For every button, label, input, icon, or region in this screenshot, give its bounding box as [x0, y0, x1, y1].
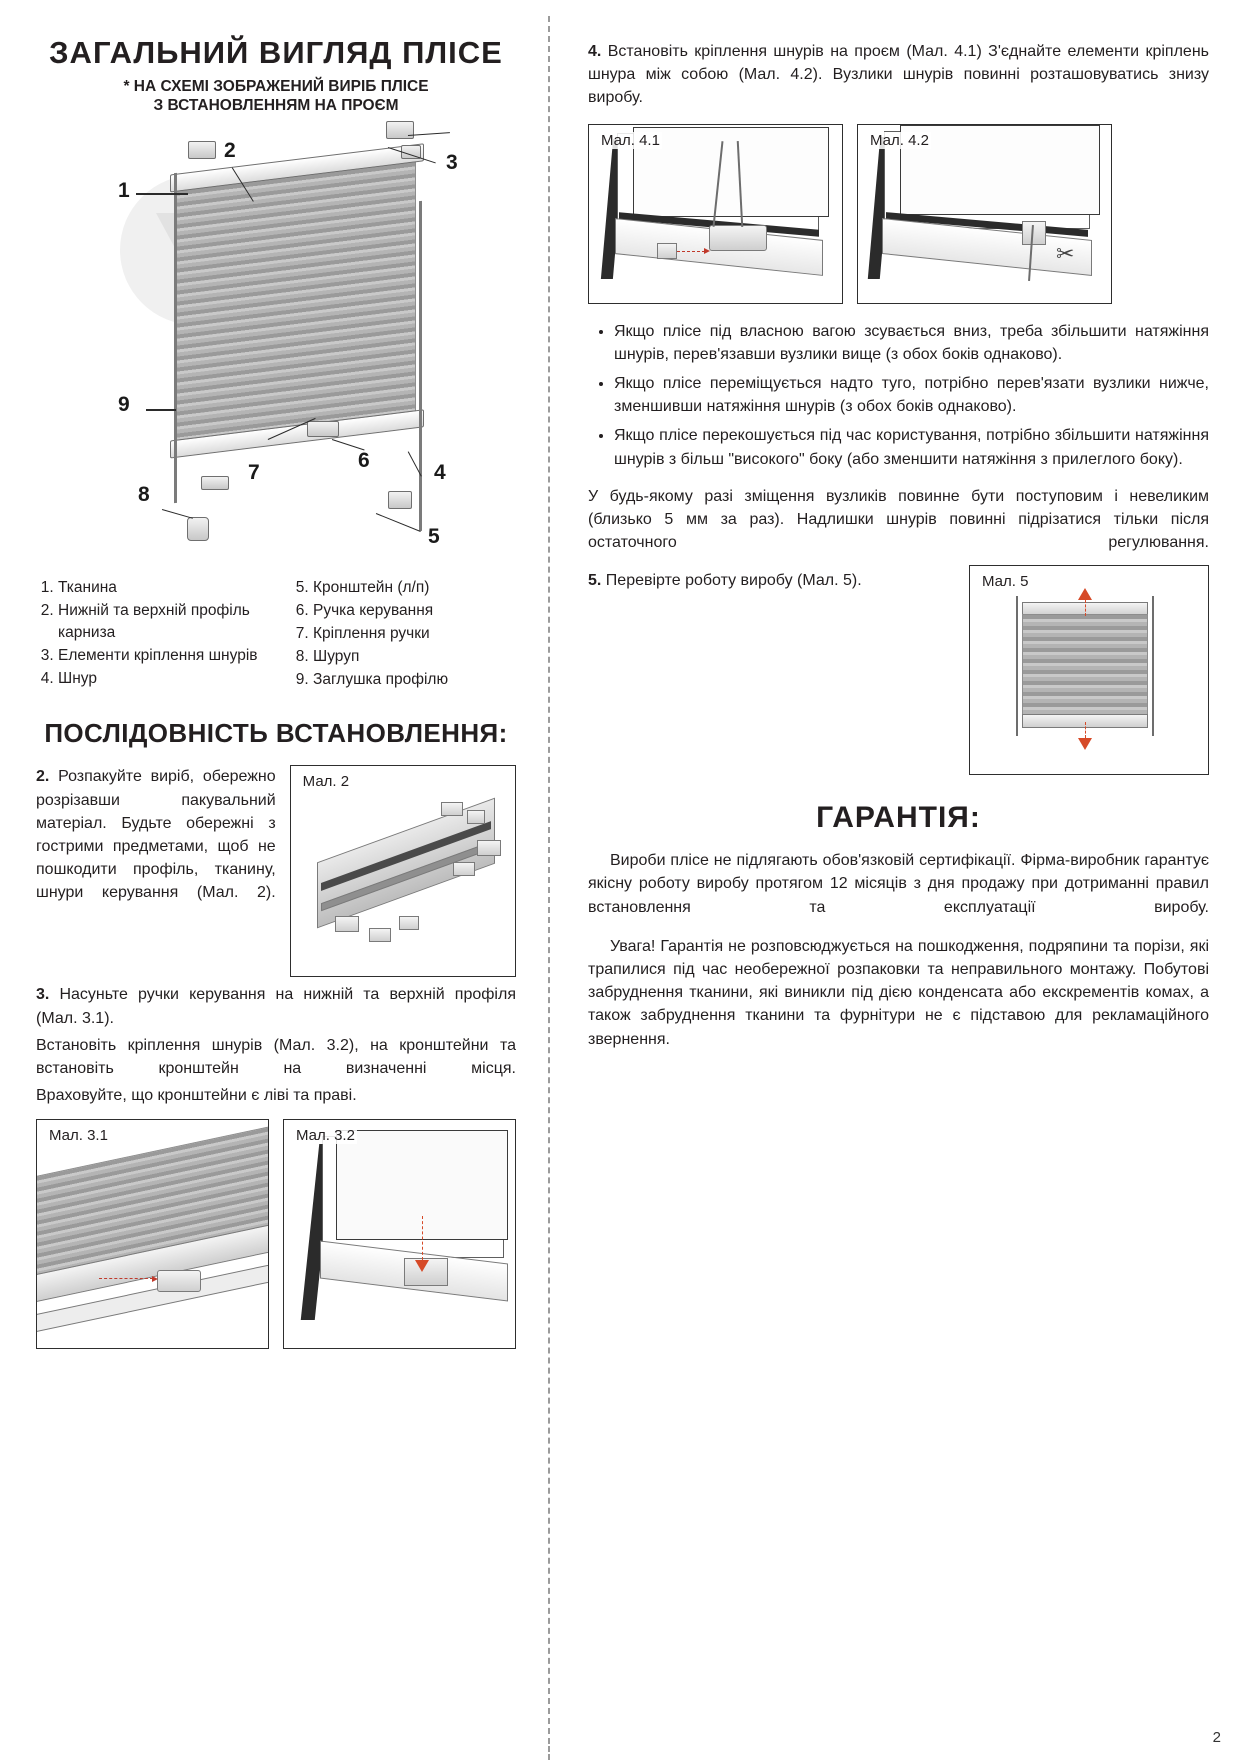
step-5-row	[588, 565, 1209, 775]
step-3-number: 3.	[36, 986, 50, 1004]
figure-3-2-label: Мал. 3.2	[296, 1127, 355, 1145]
step-4-paragraph	[588, 40, 1209, 110]
callout-2: 2	[224, 139, 236, 163]
legend-item: 9. Заглушка профілю	[313, 669, 516, 692]
leader-5	[376, 514, 421, 533]
loose-part-b	[467, 810, 485, 824]
legend-item: 8. Шуруп	[313, 646, 516, 669]
legend-column-right	[291, 577, 516, 692]
adjustment-note: У будь-якому разі зміщення вузликів повинне бути поступовим і невеликим (близько 5 мм за раз). Надлишки шнурів повинні підрізатися тільки після остаточного регулювання.	[588, 487, 1209, 552]
loose-part-e	[335, 916, 359, 932]
figure-3-1-label: Мал. 3.1	[49, 1127, 108, 1145]
fig41-cord-holder	[709, 225, 767, 251]
figure-4-1	[588, 124, 843, 304]
figure-3-1	[36, 1119, 269, 1349]
fig31-arrow	[99, 1278, 153, 1279]
legend-item: 2. Нижній та верхній профіль карниза	[58, 600, 261, 645]
callout-8: 8	[138, 483, 150, 507]
divider-bottom	[548, 1738, 552, 1760]
figure-4-2	[857, 124, 1112, 304]
step-5-number: 5.	[588, 572, 602, 590]
leader-1	[136, 193, 188, 194]
callout-5: 5	[428, 525, 440, 549]
warranty-paragraph-1: Вироби пліcе не підлягають обов'язковій сертифікації. Фірма-виробник гарантує якісну роботу виробу протягом 12 місяців з дня продажу при дотриманні правил встановлення та експлуатації виробу.	[588, 852, 1209, 916]
adjustment-bullets	[588, 320, 1209, 471]
legend-item: 3. Елементи кріплення шнурів	[58, 645, 261, 668]
loose-part-f	[369, 928, 391, 942]
leader-8	[162, 509, 193, 519]
callout-7: 7	[248, 461, 260, 485]
figure-5	[969, 565, 1209, 775]
legend-item: 7. Кріплення ручки	[313, 623, 516, 646]
loose-part-a	[441, 802, 463, 816]
page-subtitle	[36, 77, 516, 116]
warranty-title: ГАРАНТІЯ:	[816, 801, 981, 835]
step-3-line-1: Насуньте ручки керування на нижній та верхній профіля (Мал. 3.1).	[36, 986, 516, 1027]
step-2-number: 2.	[36, 768, 50, 786]
fig41-glass	[633, 127, 829, 217]
page-title: ЗАГАЛЬНИЙ ВИГЛЯД ПЛІСЕ	[49, 35, 503, 70]
warranty-paragraph-2: Увага! Гарантія не розповсюджується на пошкодження, подряпини та порізи, які трапилися під час необережної розпаковки та неправильного монтажу. Побутові забруднення тканини, які виникли під дією конденсата або екскрементів комах, а також забруднення тканини та фурнітури не є підставою для рекламаційного звернення.	[588, 937, 1209, 1048]
control-handle	[307, 421, 339, 437]
fig32-dashed-guide	[422, 1216, 423, 1260]
legend-column-left	[36, 577, 261, 692]
figure-3-2	[283, 1119, 516, 1349]
end-cap-bottom-left	[187, 517, 209, 541]
fig5-cord-right	[1152, 596, 1154, 736]
left-guide-cord	[174, 173, 177, 503]
loose-part-g	[399, 916, 419, 930]
figure-5-label: Мал. 5	[982, 573, 1029, 591]
subtitle-line-1: * НА СХЕМІ ЗОБРАЖЕНИЙ ВИРІБ ПЛІСЕ	[123, 77, 429, 95]
screw-part	[201, 476, 229, 490]
bullet-item: • Якщо пліcе переміщується надто туго, потрібно перев'язати вузлики нижче, зменшивши натяжіння шнурів (з обох боків однаково).	[614, 372, 1209, 418]
fig41-knot-part	[657, 243, 677, 259]
callout-9: 9	[118, 393, 130, 417]
callout-4: 4	[434, 461, 446, 485]
legend-item: 6. Ручка керування	[313, 600, 516, 623]
step-3-line-2: Встановіть кріплення шнурів (Мал. 3.2), на кронштейни та встановіть кронштейн на визначенні місця.	[36, 1036, 516, 1078]
fig5-arrow-up	[1078, 588, 1092, 600]
fig5-dash-bottom	[1085, 722, 1086, 738]
installation-section-title: ПОСЛІДОВНІСТЬ ВСТАНОВЛЕННЯ:	[44, 718, 508, 749]
step-2-row	[36, 765, 516, 977]
loose-part-c	[477, 840, 501, 856]
figures-4-row	[588, 124, 1209, 304]
legend-item: 1. Тканина	[58, 577, 261, 600]
subtitle-line-2: З ВСТАНОВЛЕННЯМ НА ПРОЄМ	[153, 97, 399, 115]
callout-1: 1	[118, 179, 130, 203]
figure-4-1-label: Мал. 4.1	[601, 131, 660, 149]
callout-6: 6	[358, 449, 370, 473]
product-diagram	[36, 121, 516, 571]
step-2-text	[36, 765, 276, 915]
step-5-body: Перевірте роботу виробу (Мал. 5).	[605, 572, 862, 590]
legend-item: 4. Шнур	[58, 668, 261, 691]
fig32-arrow-down	[415, 1260, 429, 1272]
leader-9	[146, 409, 176, 410]
fig5-dash-top	[1085, 600, 1086, 616]
loose-part-d	[453, 862, 475, 876]
fig5-cord-left	[1016, 596, 1018, 736]
figure-2	[290, 765, 516, 977]
legend	[36, 577, 516, 692]
pleated-blind-fabric	[176, 162, 416, 441]
fig5-arrow-down	[1078, 738, 1092, 750]
step-4-body: Встановіть кріплення шнурів на проєм (Мал. 4.1) З'єднайте елементи кріплень шнура між собою (Мал. 4.2). Вузлики шнурів повинні розташовуватись знизу виробу.	[588, 43, 1209, 107]
figure-4-2-label: Мал. 4.2	[870, 131, 929, 149]
fig31-handle	[157, 1270, 201, 1292]
fig41-arrow	[677, 251, 705, 252]
figure-2-label: Мал. 2	[302, 773, 350, 791]
step-3-text	[36, 983, 516, 1107]
leader-3b	[408, 133, 450, 137]
fabric-pleats	[176, 162, 416, 441]
scissors-icon: ✂	[1056, 240, 1075, 266]
fig5-fabric	[1022, 614, 1148, 716]
step-5-text	[588, 565, 951, 592]
right-column	[552, 0, 1245, 1760]
legend-item: 5. Кронштейн (л/п)	[313, 577, 516, 600]
step-2-body: Розпакуйте виріб, обережно розрізавши пакувальний матеріал. Будьте обережні з гострими предметами, щоб не пошкодити профіль, тканину, шнури керування (Мал. 2).	[36, 768, 276, 902]
step-3-line-3: Враховуйте, що кронштейни є ліві та праві.	[36, 1087, 357, 1105]
left-column	[0, 0, 548, 1760]
callout-3: 3	[446, 151, 458, 175]
bracket-top-left	[188, 141, 216, 159]
step-4-number: 4.	[588, 43, 602, 60]
page-number: 2	[1212, 1729, 1221, 1746]
bullet-item: • Якщо пліcе під власною вагою зсувається вниз, треба збільшити натяжіння шнурів, перев'язавши вузлики вище (з обох боків однаково).	[614, 320, 1209, 366]
fig42-cord-holder	[1022, 221, 1046, 245]
figures-3-row	[36, 1119, 516, 1349]
bracket-top-right	[386, 121, 414, 139]
bracket-bottom-right	[388, 491, 412, 509]
bullet-item: • Якщо пліcе перекошується під час користування, потрібно збільшити натяжіння шнурів з більш "високого" боку (або зменшити натяжіння з прилеглого боку).	[614, 424, 1209, 470]
right-guide-cord	[419, 201, 422, 531]
